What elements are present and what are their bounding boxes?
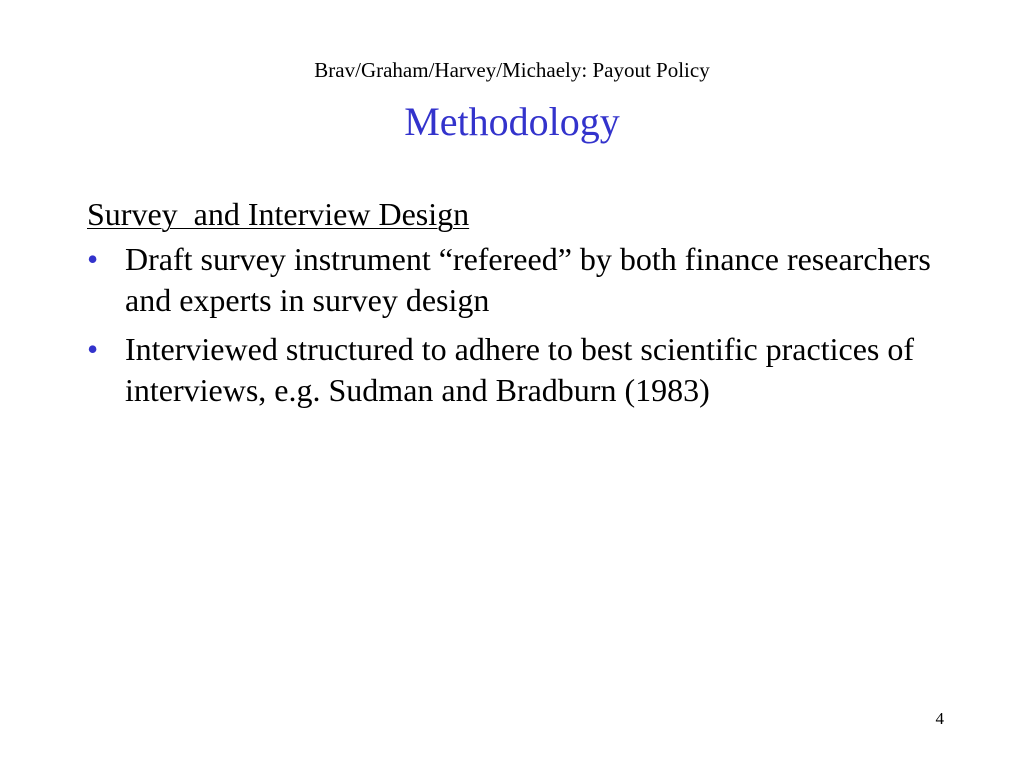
slide-title: Methodology	[404, 99, 620, 144]
bullet-marker: •	[87, 241, 99, 277]
slide-content	[87, 194, 967, 419]
bullet-marker: •	[87, 331, 99, 367]
bullet-item	[87, 329, 967, 411]
page-number: 4	[935, 709, 944, 728]
section-heading: Survey and Interview Design	[87, 196, 470, 232]
bullet-list	[87, 239, 967, 411]
slide-header: Brav/Graham/Harvey/Michaely: Payout Policy	[314, 58, 710, 82]
bullet-item	[87, 239, 967, 321]
bullet-text: Draft survey instrument “refereed” by both finance researchers and experts in survey design	[125, 241, 931, 318]
bullet-text: Interviewed structured to adhere to best scientific practices of interviews, e.g. Sudman and Bradburn (1983)	[125, 331, 914, 408]
